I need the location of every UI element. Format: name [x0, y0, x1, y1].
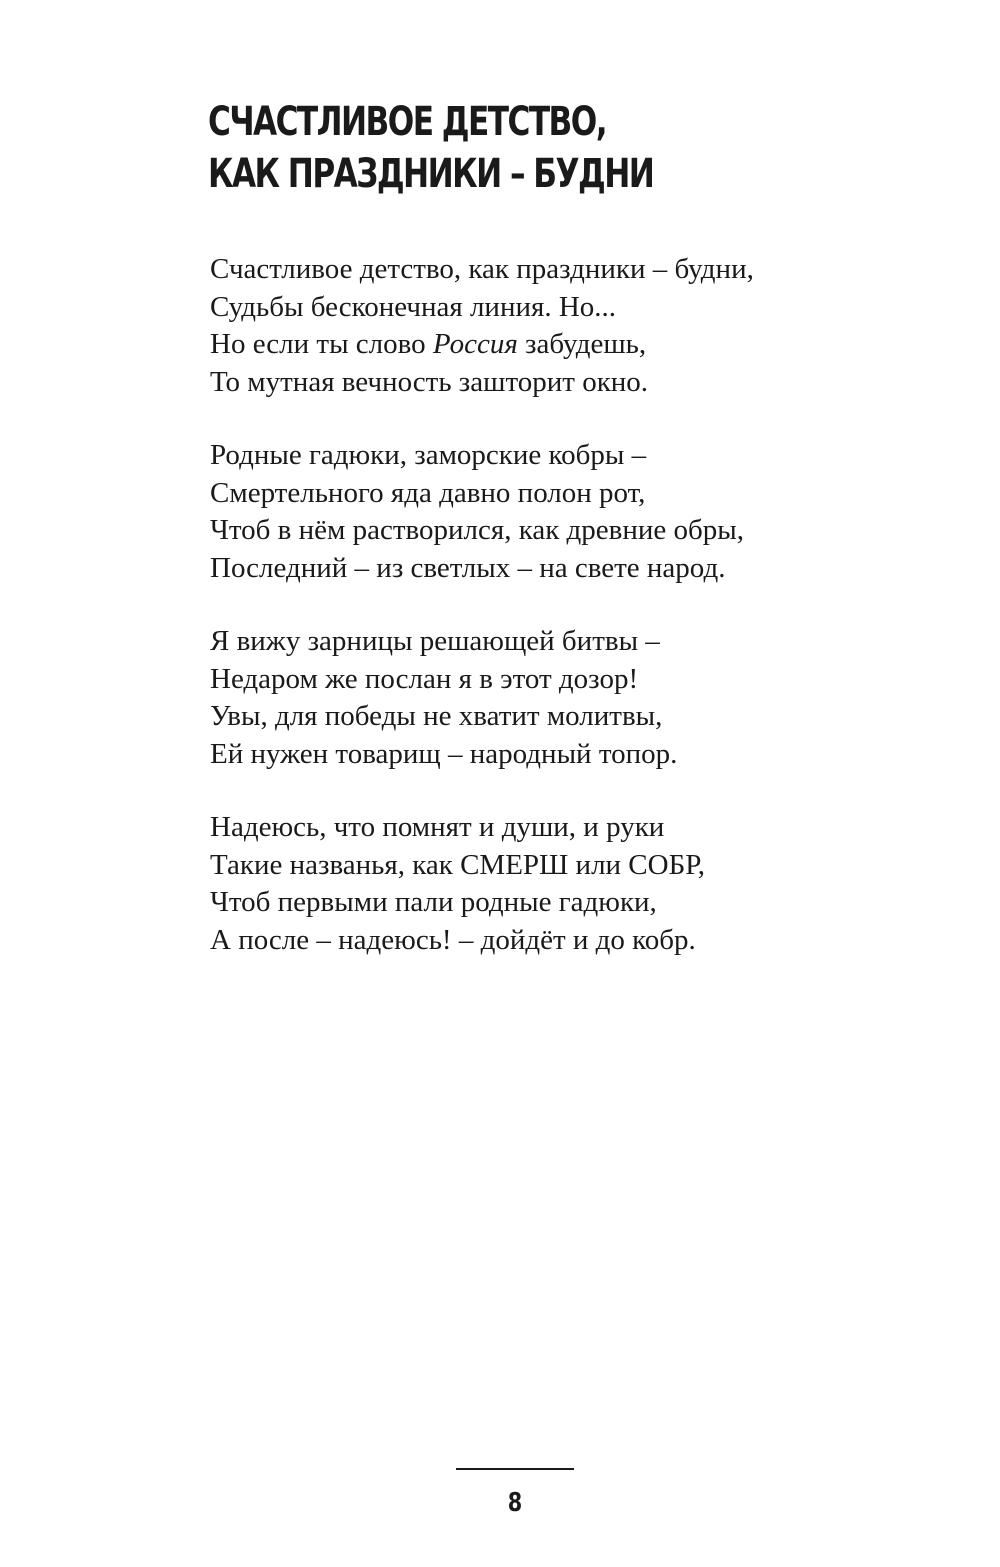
- poem-line: Я вижу зарницы решающей битвы –: [210, 625, 660, 657]
- poem-line: Такие названья, как СМЕРШ или СОБР,: [210, 848, 705, 881]
- poem-line: А после – надеюсь! – дойдёт и до кобр.: [210, 923, 696, 956]
- poem-line: Чтоб первыми пали родные гадюки,: [210, 886, 657, 918]
- poem-line-text: забудешь,: [517, 328, 647, 360]
- poem-line: Смертельного яда давно полон рот,: [210, 476, 646, 509]
- poem-body: [210, 251, 950, 995]
- italic-word: Россия: [432, 328, 518, 360]
- stanza-4: [210, 809, 950, 959]
- poem-line: Последний – из светлых – на свете народ.: [210, 551, 726, 584]
- poem-line: Ей нужен товарищ – народный топор.: [210, 737, 678, 770]
- poem-line: [210, 326, 950, 364]
- poem-line: Надеюсь, что помнят и души, и руки: [210, 811, 665, 843]
- stanza-1: [210, 251, 950, 401]
- poem-line: Родные гадюки, заморские кобры –: [210, 439, 647, 471]
- poem-line-text: Но если ты слово: [210, 328, 433, 360]
- page-number: 8: [507, 1488, 523, 1518]
- poem-title-line-2: КАК ПРАЗДНИКИ – БУДНИ: [208, 151, 654, 197]
- poem-line: То мутная вечность зашторит окно.: [210, 365, 649, 398]
- poem-line: Увы, для победы не хватит молитвы,: [210, 700, 663, 732]
- poem-title: [208, 96, 653, 200]
- stanza-2: [210, 437, 950, 587]
- poem-title-line-1: СЧАСТЛИВОЕ ДЕТСТВО,: [208, 99, 607, 145]
- footer-divider: [456, 1468, 574, 1470]
- poem-line: Счастливое детство, как праздники – будни,: [210, 253, 754, 285]
- poem-line: Судьбы бесконечная линия. Но...: [210, 290, 617, 323]
- poem-line: Недаром же послан я в этот дозор!: [210, 662, 639, 695]
- poem-line: Чтоб в нём растворился, как древние обры,: [210, 514, 745, 546]
- stanza-3: [210, 623, 950, 773]
